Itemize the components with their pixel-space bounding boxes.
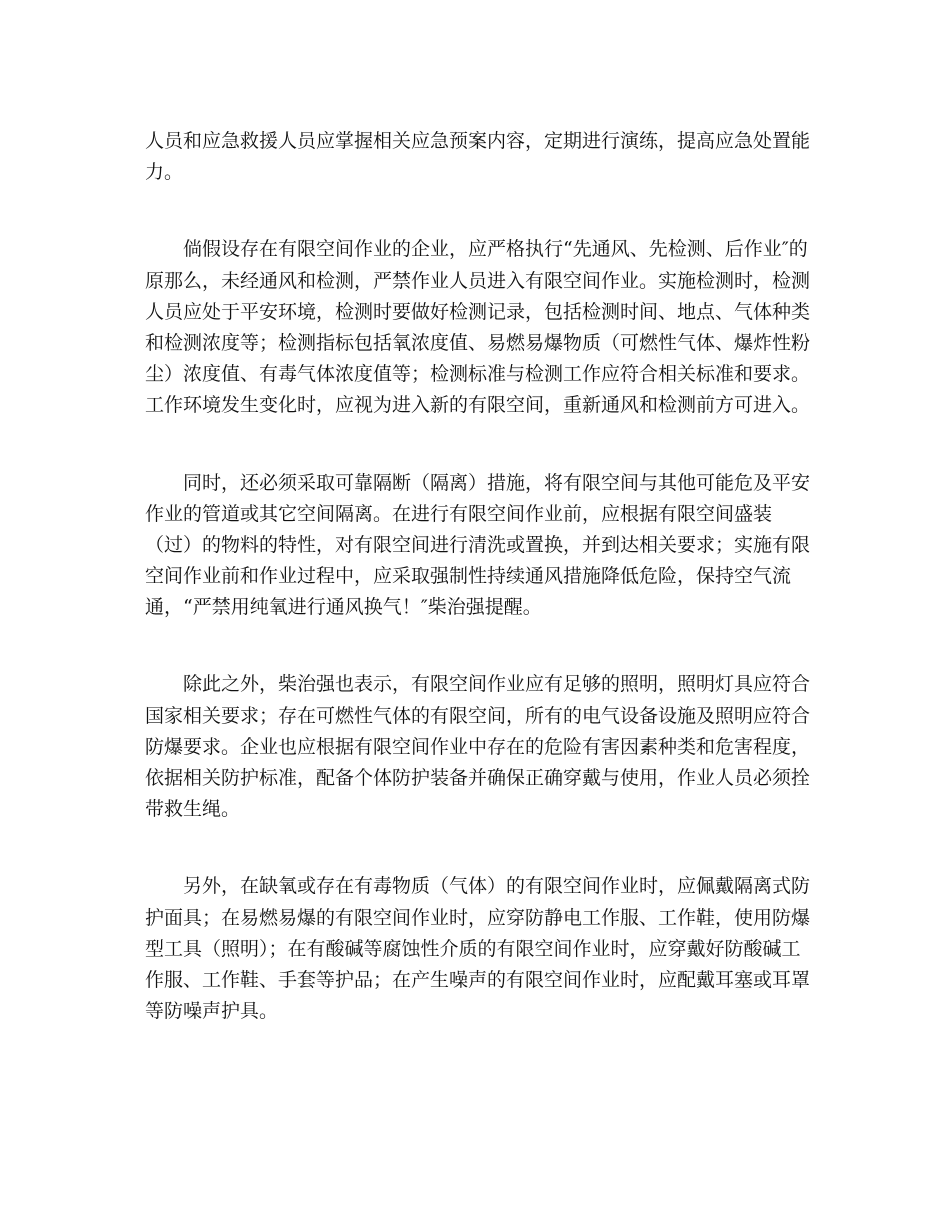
document-body: [145, 126, 810, 1027]
paragraph-1: [145, 126, 810, 188]
text-line: 工作环境发生变化时，应视为进入新的有限空间，重新通风和检测前方可进入。: [145, 394, 811, 417]
text-line: 倘假设存在有限空间作业的企业，应严格执行“先通风、先检测、后作业″的: [183, 238, 808, 261]
text-line: 人员和应急救援人员应掌握相关应急预案内容，定期进行演练，提高应急处置能: [145, 130, 811, 152]
text-line: 人员应处于平安环境，检测时要做好检测记录，包括检测时间、地点、气体种类: [145, 300, 811, 323]
text-line: 作服、工作鞋、手套等护品；在产生噪声的有限空间作业时，应配戴耳塞或耳罩: [145, 968, 811, 991]
text-line: 护面具；在易燃易爆的有限空间作业时，应穿防静电工作服、工作鞋，使用防爆: [145, 906, 811, 929]
text-line: 型工具（照明）；在有酸碱等腐蚀性介质的有限空间作业时，应穿戴好防酸碱工: [145, 937, 801, 960]
text-line: 和检测浓度等；检测指标包括氧浓度值、易燃易爆物质（可燃性气体、爆炸性粉: [145, 331, 811, 354]
text-line: 依据相关防护标准，配备个体防护装备并确保正确穿戴与使用，作业人员必须拴: [145, 767, 811, 789]
text-line: 国家相关要求；存在可燃性气体的有限空间，所有的电气设备设施及照明应符合: [145, 704, 811, 727]
text-line: 带救生绳。: [145, 798, 241, 821]
text-line: 空间作业前和作业过程中，应采取强制性持续通风措施降低危险，保持空气流: [145, 565, 792, 588]
text-line: 原那么，未经通风和检测，严禁作业人员进入有限空间作业。实施检测时，检测: [145, 269, 811, 292]
paragraph-gap: [145, 825, 810, 871]
paragraph-gap: [145, 422, 810, 468]
text-line: 防爆要求。企业也应根据有限空间作业中存在的危险有害因素种类和危害程度，: [145, 735, 811, 758]
text-line: 作业的管道或其它空间隔离。在进行有限空间作业前，应根据有限空间盛装: [145, 502, 773, 525]
paragraph-5: [145, 871, 810, 1027]
text-line: 力。: [145, 161, 184, 184]
paragraph-gap: [145, 188, 810, 234]
text-line: 同时，还必须采取可靠隔断（隔离）措施，将有限空间与其他可能危及平安: [183, 471, 811, 494]
paragraph-4: [145, 669, 810, 825]
paragraph-3: [145, 468, 810, 624]
text-line: 除此之外，柴治强也表示，有限空间作业应有足够的照明，照明灯具应符合: [183, 673, 811, 696]
text-line: 通，“严禁用纯氧进行通风换气！″柴治强提醒。: [145, 596, 542, 619]
text-line: 尘）浓度值、有毒气体浓度值等；检测标准与检测工作应符合相关标准和要求。: [145, 363, 811, 386]
paragraph-gap: [145, 623, 810, 669]
text-line: （过）的物料的特性，对有限空间进行清洗或置换，并到达相关要求；实施有限: [145, 533, 811, 556]
text-line: 另外，在缺氧或存在有毒物质（气体）的有限空间作业时，应佩戴隔离式防: [183, 875, 811, 898]
text-line: 等防噪声护具。: [145, 1000, 279, 1023]
paragraph-2: [145, 234, 810, 421]
